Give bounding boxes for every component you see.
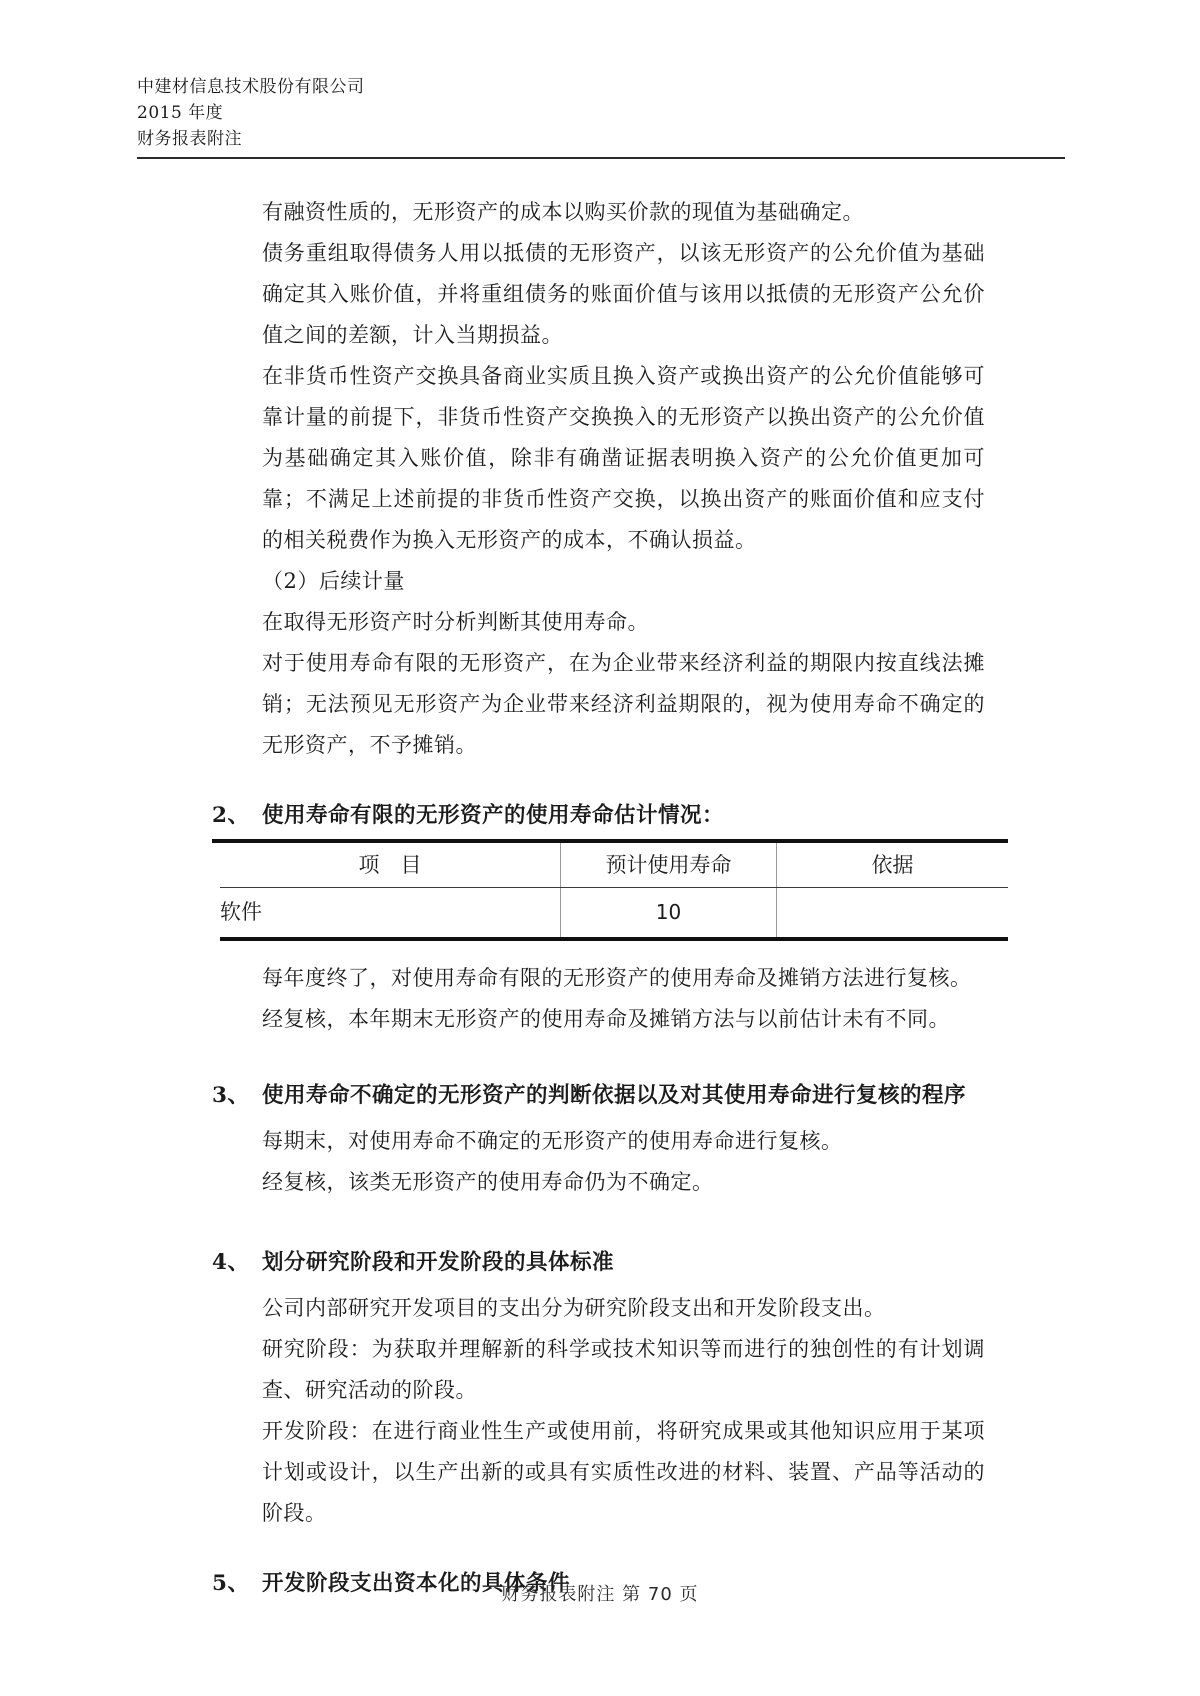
section-2 xyxy=(212,802,1200,1040)
paragraph: 公司内部研究开发项目的支出分为研究阶段支出和开发阶段支出。 xyxy=(262,1296,886,1320)
section-number: 3、 xyxy=(212,1083,250,1108)
section-title: 开发阶段支出资本化的具体条件 xyxy=(262,1571,571,1596)
section-title: 使用寿命不确定的无形资产的判断依据以及对其使用寿命进行复核的程序 xyxy=(262,1083,967,1108)
paragraph: （2）后续计量 xyxy=(262,569,405,593)
section-3 xyxy=(212,1082,1200,1203)
paragraph: 经复核，本年期末无形资产的使用寿命及摊销方法与以前估计未有不同。 xyxy=(262,1007,950,1031)
paragraph: 每年度终了，对使用寿命有限的无形资产的使用寿命及摊销方法进行复核。 xyxy=(262,966,972,990)
table-row xyxy=(220,888,1008,937)
section-4-heading xyxy=(212,1249,1200,1277)
section-3-heading xyxy=(212,1082,1200,1110)
intro-block xyxy=(262,192,985,766)
paragraph: 在非货币性资产交换具备商业实质且换入资产或换出资产的公允价值能够可靠计量的前提下，非货币性资产交换换入的无形资产以换出资产的公允价值为基础确定其入账价值，除非有确凿证据表明换入资产的公允价值更加可靠；不满足上述前提的非货币性资产交换，以换出资产的账面价值和应支付的相关税费作为换入无形资产的成本，不确认损益。 xyxy=(262,364,985,552)
paragraph: 有融资性质的，无形资产的成本以购买价款的现值为基础确定。 xyxy=(262,200,864,224)
section-2-body xyxy=(212,958,985,1040)
table-header-row xyxy=(220,843,1008,888)
table-header-expected-life: 预计使用寿命 xyxy=(560,843,777,887)
section-4-body xyxy=(212,1288,985,1534)
section-2-heading xyxy=(212,802,1008,843)
paragraph: 债务重组取得债务人用以抵债的无形资产，以该无形资产的公允价值为基础确定其入账价值，并将重组债务的账面价值与该用以抵债的无形资产公允价值之间的差额，计入当期损益。 xyxy=(262,241,985,347)
company-name: 中建材信息技术股份有限公司 xyxy=(137,77,365,97)
paragraph: 对于使用寿命有限的无形资产，在为企业带来经济利益的期限内按直线法摊销；无法预见无形资产为企业带来经济利益期限的，视为使用寿命不确定的无形资产，不予摊销。 xyxy=(262,651,985,757)
section-title: 使用寿命有限的无形资产的使用寿命估计情况： xyxy=(262,803,725,828)
table-cell-item: 软件 xyxy=(220,900,262,924)
paragraph: 开发阶段：在进行商业性生产或使用前，将研究成果或其他知识应用于某项计划或设计，以生产出新的或具有实质性改进的材料、装置、产品等活动的阶段。 xyxy=(262,1419,985,1525)
report-year: 2015 年度 xyxy=(137,103,224,123)
section-number: 2、 xyxy=(212,803,250,828)
footer-label: 财务报表附注 第 xyxy=(501,1584,642,1605)
table-cell-expected-life: 10 xyxy=(560,888,777,937)
section-3-body xyxy=(212,1121,985,1203)
table-cell-basis xyxy=(777,888,1008,937)
footer-page-number: 70 xyxy=(647,1584,673,1605)
paragraph: 经复核，该类无形资产的使用寿命仍为不确定。 xyxy=(262,1170,714,1194)
page-footer xyxy=(0,1580,1200,1606)
footer-label-suffix: 页 xyxy=(679,1584,699,1605)
paragraph: 每期末，对使用寿命不确定的无形资产的使用寿命进行复核。 xyxy=(262,1129,843,1153)
section-title: 划分研究阶段和开发阶段的具体标准 xyxy=(262,1250,615,1275)
section-number: 4、 xyxy=(212,1250,250,1275)
paragraph: 在取得无形资产时分析判断其使用寿命。 xyxy=(262,610,649,634)
table-header-item: 项 目 xyxy=(358,853,422,877)
report-header xyxy=(137,74,1065,159)
section-4 xyxy=(212,1249,1200,1534)
table-header-basis: 依据 xyxy=(871,853,914,877)
section-number: 5、 xyxy=(212,1571,250,1596)
report-title: 财务报表附注 xyxy=(137,129,242,149)
useful-life-table xyxy=(220,843,1008,941)
paragraph: 研究阶段：为获取并理解新的科学或技术知识等而进行的独创性的有计划调查、研究活动的阶段。 xyxy=(262,1337,985,1402)
